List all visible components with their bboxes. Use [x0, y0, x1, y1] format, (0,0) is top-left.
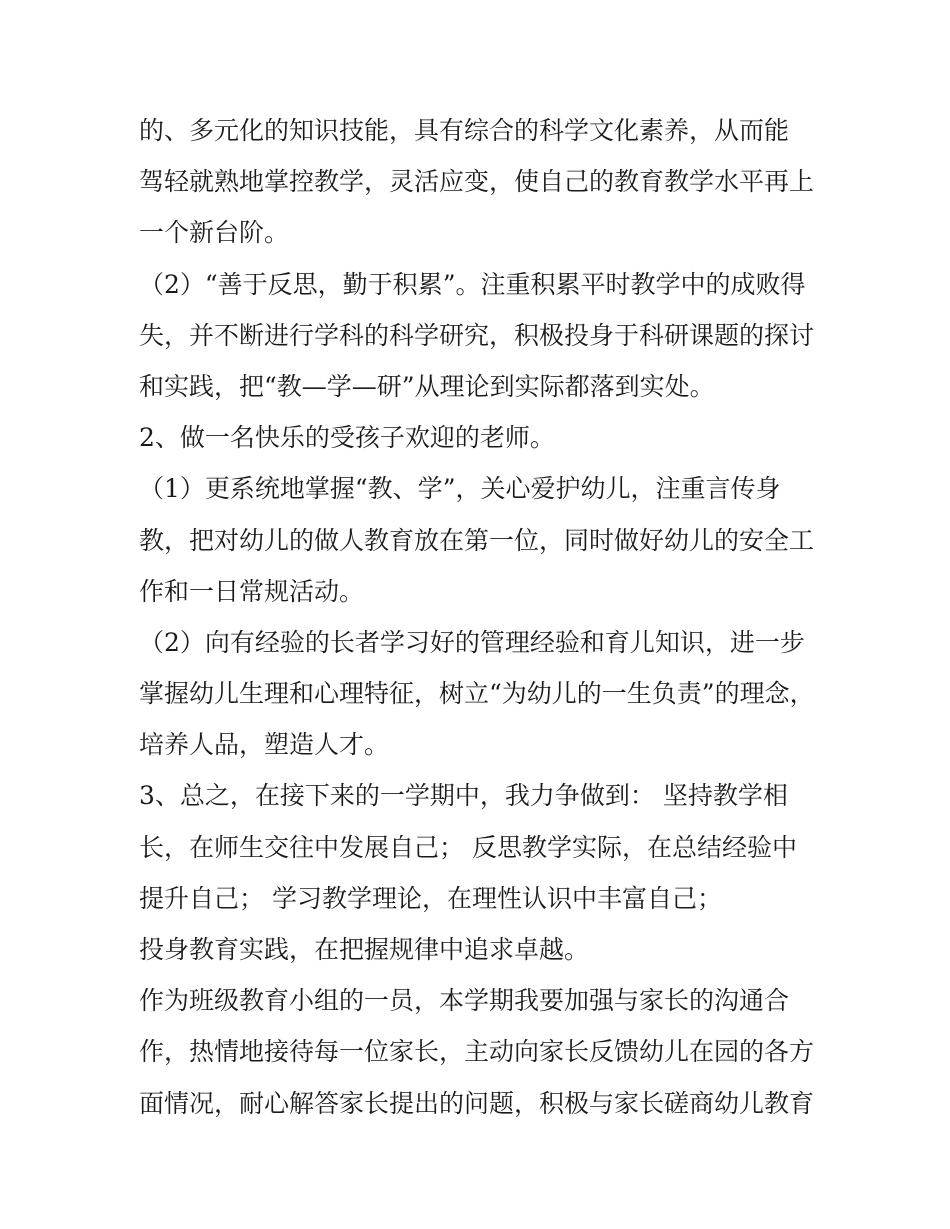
text-line: 作和一日常规活动。	[139, 576, 365, 606]
text-line: 长，在师生交往中发展自己； 反思教学实际，在总结经验中	[139, 832, 797, 862]
text-line: （2）向有经验的长者学习好的管理经验和育儿知识，进一步	[139, 627, 805, 657]
text-line: 驾轻就熟地掌控教学，灵活应变，使自己的教育教学水平再上	[139, 167, 815, 197]
text-line: 提升自己； 学习教学理论，在理性认识中丰富自己；	[139, 883, 722, 913]
text-line: 的、多元化的知识技能，具有综合的科学文化素养，从而能	[139, 116, 790, 145]
text-line: 一个新台阶。	[139, 218, 290, 248]
text-line: 面情况，耐心解答家长提出的问题，积极与家长磋商幼儿教育	[139, 1088, 815, 1118]
text-line: 投身教育实践，在把握规律中追求卓越。	[139, 935, 590, 964]
text-line: 作，热情地接待每一位家长，主动向家长反馈幼儿在园的各方	[139, 1037, 815, 1067]
text-line: 培养人品，塑造人才。	[139, 730, 390, 760]
text-line: 和实践，把“教—学—研”从理论到实际都落到实处。	[139, 371, 715, 401]
text-line: （1）更系统地掌握“教、学”，关心爱护幼儿，注重言传身	[139, 474, 781, 504]
text-line: 掌握幼儿生理和心理特征，树立“为幼儿的一生负责”的理念，	[139, 679, 815, 709]
text-line: 2、做一名快乐的受孩子欢迎的老师。	[139, 423, 555, 453]
text-line: 教，把对幼儿的做人教育放在第一位，同时做好幼儿的安全工	[139, 525, 815, 555]
document-body	[139, 105, 829, 1129]
text-line: 作为班级教育小组的一员，本学期我要加强与家长的沟通合	[139, 986, 790, 1016]
text-line: 失，并不断进行学科的科学研究，积极投身于科研课题的探讨	[139, 320, 815, 350]
text-line: 3、总之，在接下来的一学期中，我力争做到： 坚持教学相	[139, 781, 788, 811]
text-line: （2）“善于反思，勤于积累”。注重积累平时教学中的成败得	[139, 269, 806, 299]
